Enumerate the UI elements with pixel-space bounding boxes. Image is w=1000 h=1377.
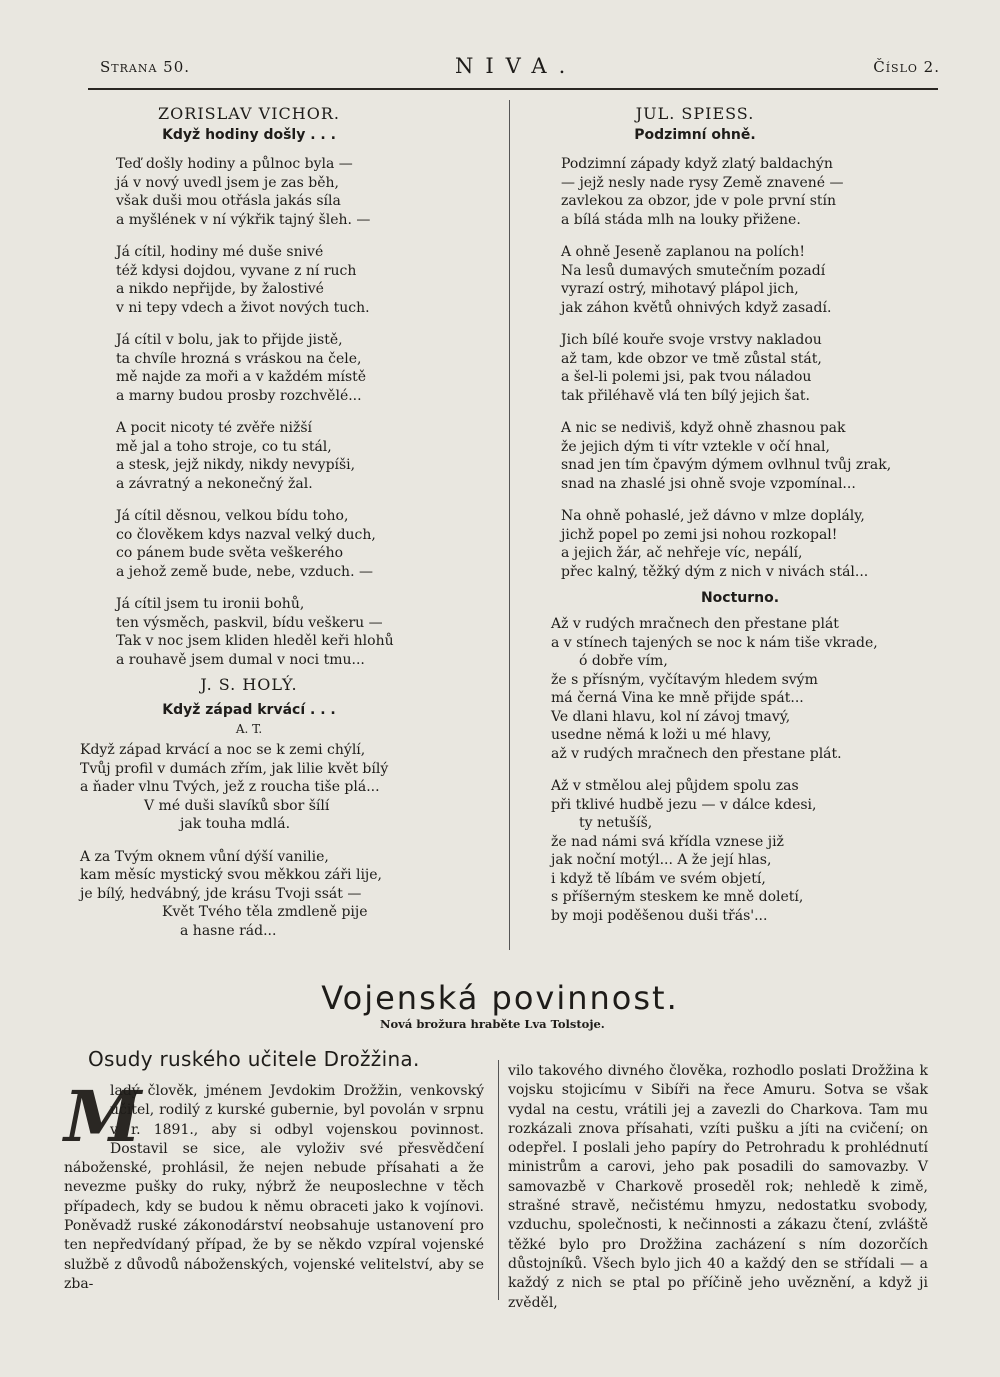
drop-cap: M [64,1075,142,1158]
poem-line: přec kalný, těžký dým z nich v nivách stál... [561,563,869,580]
poem-line: a rouhavě jsem dumal v noci tmu... [116,651,365,668]
masthead: NIVA. [455,54,578,78]
poem-stanza [80,848,394,941]
poem-title: Když hodiny došly . . . [162,127,336,143]
poem-stanza [116,155,394,229]
page-number: Strana 50. [100,58,191,76]
poem-line: snad na zhaslé jsi ohně svoje vzpomínal... [561,475,856,492]
poem-line: Až v stmělou alej půjdem spolu zas [551,778,799,794]
poem-line: jak noční motýl... A že její hlas, [551,852,772,868]
poem-line: jak záhon květů ohnivých když zasadí. [561,299,832,316]
article-column-2 [508,1062,928,1313]
poem-line: já v nový uvedl jsem je zas běh, [116,174,339,191]
left-column [80,104,394,940]
poem-line: Já cítil, hodiny mé duše snivé [116,244,324,260]
poem-stanza [561,331,875,405]
poem-line: a závratný a nekonečný žal. [116,475,313,492]
poem-stanza [116,507,394,581]
poem-line: Na lesů dumavých smutečním pozadí [561,262,826,279]
poem-line: jichž popel po zemi jsi nohou rozkopal! [561,526,838,543]
poem-author: JUL. SPIESS. [635,104,755,123]
poem-line: tak přiléhavě vlá ten bílý jejich šat. [561,387,811,404]
article-text: vilo takového divného člověka, rozhodlo poslati Drožžina k vojsku stojicímu v Sibíři na řece Amuru. Sotva se však vydal na cestu, vrátili jej a zavezli do Charkova. Tam mu rozkázali znova přísahati, vzíti pušku a jíti na cvičení; on odepřel. I poslali jeho papíry do Petrohradu k prohlédnutí ministrům a carovi, jeho pak posadili do samovazby. V samovazbě v Charkově proseděl rok; nehledě k zimě, strašné stravě, nečistému hmyzu, nedostatku svobody, vzduchu, společnosti, k nečinnosti a zákazu čtení, zvláště těžké bylo pro Drožžina zacházení s ním dozorčích důstojníků. Všech bylo jich 40 a každý den se střídali — a každý z nich se ptal po příčině jeho uvěznění, a když ji zvěděl, [508,1063,928,1311]
poem-stanza [551,777,875,925]
poem-stanza [551,615,878,763]
article-subtitle: Nová brožura hraběte Lva Tolstoje. [380,1017,605,1031]
poem-line: co pánem bude světa veškerého [116,545,344,561]
poem-line: a jehož země bude, nebe, vzduch. — [116,563,373,580]
column-divider [509,100,510,950]
poem-line: Tak v noc jsem kliden hleděl keři hlohů [116,633,394,649]
poem-line: má černá Vina ke mně přijde spát... [551,690,804,706]
poem-line: Já cítil děsnou, velkou bídu toho, [116,508,349,524]
poem-line: snad jen tím čpavým dýmem ovlhnul tvůj zrak, [561,457,892,473]
poem-title: Když západ krvácí . . . [162,702,336,718]
right-column [545,104,892,925]
article-title: Vojenská povinnost. [321,979,679,1017]
poem-stanza [116,419,394,493]
poem-line: Na ohně pohaslé, jež dávno v mlze doplály, [561,508,865,524]
poem-line: a bílá stáda mlh na louky přižene. [561,211,801,228]
poem-author: J. S. HOLÝ. [200,675,298,694]
header-rule [88,88,938,90]
poem-line: Když západ krvácí a noc se k zemi chýlí, [80,742,366,758]
poem-line: Já cítil v bolu, jak to přijde jistě, [116,332,343,348]
poem-line: A pocit nicoty té zvěře nižší [116,420,312,436]
poem-stanza [116,331,394,405]
poem-line: A ohně Jeseně zaplanou na polích! [561,244,805,260]
poem-stanza [561,507,875,581]
poem-line: — jejž nesly nade rysy Země znavené — [561,174,844,191]
poem-line: že jejich dým ti vítr vztekle v očí hnal, [561,438,830,455]
poem-line: A nic se nediviš, když ohně zhasnou pak [561,420,846,436]
poem-line: až tam, kde obzor ve tmě zůstal stát, [561,350,822,367]
poem-line: jak touha mdlá. [180,816,291,832]
article-column-1 [64,1075,484,1294]
poem-line: A za Tvým oknem vůní dýší vanilie, [80,848,329,865]
poem-line: a nikdo nepřijde, by žalostivé [116,281,324,297]
section-title: Osudy ruského učitele Drožžina. [88,1047,420,1071]
poem-line: však duši mou otřásla jakás síla [116,193,341,209]
poem-line: Květ Tvého těla zmdleně pije [162,904,368,920]
poem-line: že s přísným, vyčítavým hledem svým [551,671,818,688]
poem-author: ZORISLAV VICHOR. [158,104,340,123]
poem-line: ty netušíš, [579,815,653,831]
poem-line: až v rudých mračnech den přestane plát. [551,745,842,762]
poem-line: Jich bílé kouře svoje vrstvy nakladou [561,332,822,348]
poem-line: V mé duši slavíků sbor šílí [144,797,330,814]
poem-title: Nocturno. [700,590,780,606]
poem-line: zavlekou za obzor, jde v pole první stín [561,193,837,209]
poem-dedication: A. T. [235,722,263,736]
page-header [100,54,940,88]
poem-stanza [116,243,394,317]
article-text: ladý člověk, jménem Jevdokim Drožžin, venkovský učitel, rodilý z kurské gubernie, byl povolán v srpnu v r. 1891., aby si odbyl vojenskou povinnost. Dostavil se sice, ale vyloživ své přesvědčení náboženské, prohlásil, že nejen nebude přísahati a že nevezme pušky do ruky, nýbrž že neuposlechne v těch případech, kdy se budou k němu obraceti jako k vojínovi. Poněvadž ruské zákonodárství neobsahuje ustanovení pro ten nepředvídaný případ, že by se někdo vzpíral vojenské službě z důvodů náboženských, vojenské velitelství, aby se zba- [64,1083,484,1292]
poem-line: Teď došly hodiny a půlnoc byla — [116,156,353,172]
poem-stanza [561,419,892,493]
poem-line: při tklivé hudbě jezu — v dálce kdesi, [551,796,817,813]
poem-line: že nad námi svá křídla vznese již [551,833,784,850]
poem-line: mě najde za moři a v každém místě [116,369,367,385]
poem-line: též kdysi dojdou, vyvane z ní ruch [116,262,357,279]
poem-line: v ni tepy vdech a život nových tuch. [116,299,370,316]
poem-line: vyrazí ostrý, mihotavý plápol jich, [561,281,799,297]
poem-stanza [561,155,875,229]
poem-line: a stesk, jejž nikdy, nikdy nevypíši, [116,457,356,473]
poem-line: a ňader vlnu Tvých, jež z roucha tiše plá... [80,779,380,795]
poem-line: Já cítil jsem tu ironii bohů, [116,596,305,612]
poem-stanza [116,595,394,669]
poem-line: usedne němá k loži u mé hlavy, [551,727,772,743]
poem-line: ta chvíle hrozná s vráskou na čele, [116,350,362,367]
issue-number: Číslo 2. [873,58,940,76]
poem-line: a šel-li polemi jsi, pak tvou náladou [561,369,812,385]
poem-line: ó dobře vím, [579,653,668,669]
poem-line: a myšlének v ní výkřik tajný šleh. — [116,211,371,228]
poem-line: Až v rudých mračnech den přestane plát [551,616,839,632]
poem-line: a jejich žár, ač nehřeje víc, nepálí, [561,545,803,561]
poem-line: by moji poděšenou duši třás'... [551,907,768,924]
poem-line: i když tě líbám ve svém objetí, [551,870,766,887]
poem-line: s příšerným steskem ke mně doletí, [551,889,804,905]
poem-line: a marny budou prosby rozchvělé... [116,387,362,404]
poem-title: Podzimní ohně. [634,127,756,143]
poem-line: je bílý, hedvábný, jde krásu Tvoji ssát — [80,885,362,902]
poem-stanza [561,243,875,317]
article-column-divider [498,1060,499,1300]
poem-line: ten výsměch, paskvil, bídu veškeru — [116,614,383,631]
poem-line: Ve dlani hlavu, kol ní závoj tmavý, [551,708,791,725]
poem-line: co člověkem kdys nazval velký duch, [116,526,376,543]
poem-line: Podzimní západy když zlatý baldachýn [561,156,833,172]
poem-line: mě jal a toho stroje, co tu stál, [116,438,332,455]
poem-line: a v stínech tajených se noc k nám tiše vkrade, [551,634,878,651]
poem-line: kam měsíc mystický svou měkkou záři lije, [80,867,383,883]
poem-stanza [80,741,394,834]
poem-line: Tvůj profil v dumách zřím, jak lilie květ bílý [80,760,389,777]
poem-line: a hasne rád... [180,922,277,939]
